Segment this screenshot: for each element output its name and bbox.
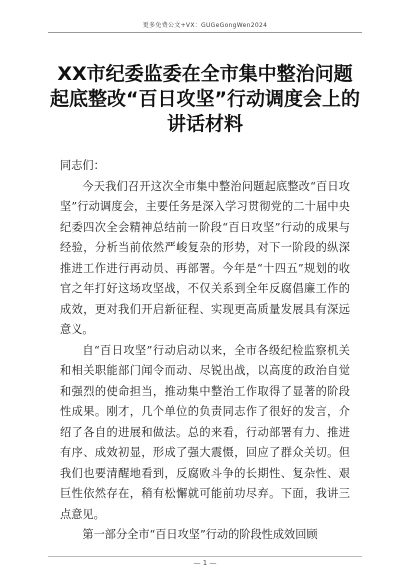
salutation: 同志们： <box>60 159 105 172</box>
header-divider <box>48 32 362 33</box>
document-title: XX市纪委监委在全市集中整治问题起底整改“百日攻坚”行动调度会上的讲话材料 <box>50 63 360 135</box>
document-body <box>60 156 350 546</box>
section-heading: 第一部分全市“百日攻坚”行动的阶段性成效回顾 <box>82 528 318 541</box>
page-number: — 1 — <box>193 559 217 567</box>
paragraph-intro: 今天我们召开这次全市集中整治问题起底整改“百日攻坚”行动调度会，主要任务是深入学习贯彻党的二十届中央纪委四次全会精神总结前一阶段“百日攻坚”行动的成果与经验，分析当前依然严峻复杂的形势，对下一阶段的纵深推进工作进行再动员、再部署。今年是“十四五”规划的收官之年打好这场攻坚战，不仅关系到全年反腐倡廉工作的成效，更对我们开启新征程、实现更高质量发展具有深远意义。 <box>60 179 350 336</box>
paragraph-progress: 自“百日攻坚”行动启动以来，全市各级纪检监察机关和相关职能部门闻令而动、尽锐出战，以高度的政治自觉和强烈的使命担当，推动集中整治工作取得了显著的阶段性成果。刚才，几个单位的负责同志作了很好的发言，介绍了各自的进展和做法。总的来看，行动部署有力、推进有序、成效初显，形成了强大震慑，回应了群众关切。但我们也要清醒地看到，反腐败斗争的长期性、复杂性、艰巨性依然存在，稍有松懈就可能前功尽弃。下面，我讲三点意见。 <box>60 343 350 521</box>
footer-divider <box>48 556 362 557</box>
header-note: 更多免费公文+VX：GUGeGongWen2024 <box>142 22 268 29</box>
